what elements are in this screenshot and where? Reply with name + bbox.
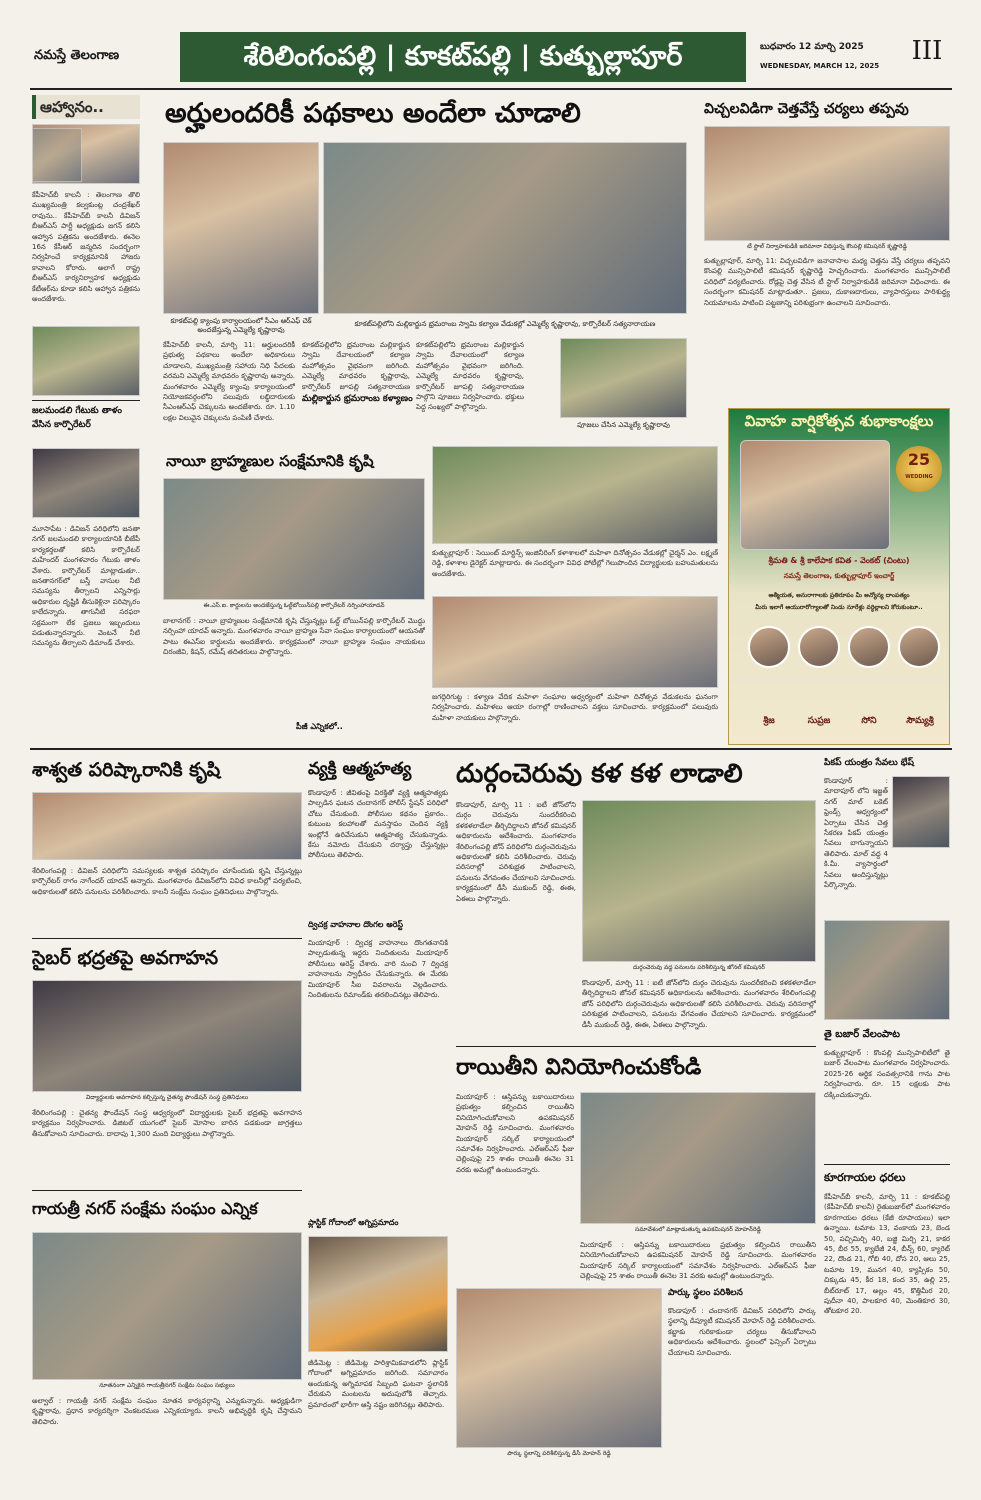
ad-child-name-2: సుప్రజ xyxy=(807,716,831,726)
photo-womens-day-group xyxy=(432,596,718,688)
newspaper-brand: నమస్తే తెలంగాణ xyxy=(34,48,120,63)
photo-park-land xyxy=(456,1288,662,1448)
permanent-solution-body: శేరిలింగంపల్లి : డివిజన్ పరిధిలోని సమస్యలకు శాశ్వత పరిష్కారం చూపేందుకు కృషి చేస్తున్నట్లు కార్పొరేటర్ రాగం నాగేందర్ యాదవ్ అన్నారు. మంగళవారం డివిజన్‌లోని వివిధ కాలనీల్లో పర్యటించి, అధికారులతో కలిసి పనులను పరిశీలించారు. కాలనీ సంక్షేమ సంఘం ప్రతినిధులు పాల్గొన్నారు. xyxy=(32,867,302,896)
naiee-body: బాలానగర్ : నాయీ బ్రాహ్మణుల సంక్షేమానికి కృషి చేస్తున్నట్లు ఓల్డ్ బోయిన్‌పల్లి కార్పొరేటర్ మొద్దు నర్సింహా యాదవ్ అన్నారు. మంగళవారం నాయీ బ్రాహ్మణ సేవా సంఘం కార్యాలయంలో ఆయనతో పాటు ఈఎస్ఐ కార్డులను అందజేశారు. కార్యక్రమంలో నాయీ బ్రాహ్మణ సంఘం నాయకులు చిరంజీవి, కిషన్, రమేష్ తదితరులు పాల్గొన్నారు. xyxy=(163,617,425,657)
divider-veg-prices xyxy=(824,1164,950,1165)
subhead-kalyanam: మల్లికార్జున భ్రమరాంబ కళ్యాణం xyxy=(302,394,413,404)
womens-day-group-caption: జగద్గిరిగుట్ట : కళ్యాణ వేదిక మహిళా సంఘాల ఆధ్వర్యంలో మహిళా దినోత్సవ వేడుకలను ఘనంగా నిర్వహించారు. మహిళలు ఆయా రంగాల్లో రాణించాలని వక్తలు సూచించారు. కార్యక్రమంలో పలువురు మహిళా నాయకులు పాల్గొన్నారు. xyxy=(432,693,718,722)
headline-pickup-machine: పికప్ యంత్రం సేవలు భేష్ xyxy=(824,758,914,768)
photo-concession-meeting xyxy=(580,1092,816,1224)
park-inspection-body: కొండాపూర్ : చందానగర్ డివిజన్ పరిధిలోని పార్కు స్థలాన్ని డిప్యూటీ కమిషనర్ మోహన్ రెడ్డి పరిశీలించారు. కబ్జాకు గురికాకుండా చర్యలు తీసుకోవాలని అధికారులను ఆదేశించారు. స్థలంలో ఫెన్సింగ్ ఏర్పాటు చేయాలని సూచించారు. xyxy=(668,1307,816,1357)
subhead-bike-thieves: ద్విచక్ర వాహనాల దొంగల అరెస్ట్ xyxy=(308,920,403,929)
photo-tea-stall-fine xyxy=(704,126,950,241)
headline-gayatri-nagar: గాయత్రీ నగర్ సంక్షేమ సంఘం ఎన్నిక xyxy=(32,1199,258,1218)
concession-body: మియాపూర్ : ఆస్తిపన్ను బకాయిదారులు ప్రభుత్వం కల్పించిన రాయితీని వినియోగించుకోవాలని ఉపకమిషనర్ మోహన్ రెడ్డి సూచించారు. మంగళవారం మియాపూర్ సర్కిల్ కార్యాలయంలో సమావేశం నిర్వహించారు. ఎల్ఆర్ఎస్ ఫీజు చెల్లింపుపై 25 శాతం రాయితీ ఈనెల 31 వరకు అమల్లో ఉంటుందన్నారు. xyxy=(456,1093,574,1174)
lead-body: కేపీహెచ్‌బీ కాలనీ, మార్చి 11: అర్హులందరికీ ప్రభుత్వ పథకాలు అందేలా అధికారులు చూడాలని, ముఖ్యమంత్రి సహాయ నిధి పేదలకు వరమని ఎమ్మెల్యే మాధవరం కృష్ణారావు అన్నారు. మంగళవారం ఎమ్మెల్యే క్యాంపు కార్యాలయంలో నియోజకవర్గంలోని పలువురు లబ్ధిదారులకు సీఎంఆర్‌ఎఫ్ చెక్కులను అందజేశారు. రూ. 1.10 లక్షల విలువైన చెక్కులను పంపిణీ చేశారు. xyxy=(163,341,295,422)
womens-day-college-caption: కుత్బుల్లాపూర్ : సెయింట్ మార్టిన్స్ ఇంజినీరింగ్ కళాశాలలో మహిళా దినోత్సవం వేడుకల్లో చైర్మన్ ఎం. లక్ష్మణ్ రెడ్డి, కళాశాల డైరెక్టర్ మాట్లాడారు. ఈ సందర్భంగా వివిధ పోటీల్లో గెలుపొందిన విద్యార్థులకు బహుమతులను అందజేశారు. xyxy=(432,549,718,578)
ad-wish-1: ఆత్మీయత, అనురాగాలకు ప్రతిరూపం మీ అన్యోన్య దాంపత్యం xyxy=(768,592,910,599)
photo-esi-cards xyxy=(163,478,425,600)
caption-tea-stall-fine: టీ స్టాల్ నిర్వాహకుడికి జరిమానా విధిస్తున్న కౌంపల్లి కమిషనర్ కృష్ణారెడ్డి xyxy=(747,243,907,250)
headline-durgam-cheruvu: దుర్గంచెరువు కళ కళ లాడాలి xyxy=(456,759,743,789)
photo-fire-accident xyxy=(308,1236,448,1352)
headline-cyber-awareness: సైబర్ భద్రతపై అవగాహన xyxy=(32,947,219,969)
photo-invitation-2 xyxy=(32,128,82,182)
subhead-park-inspection: పార్కు స్థలం పరిశీలన xyxy=(668,1288,743,1298)
headline-concession: రాయితీని వినియోగించుకోండి xyxy=(456,1055,702,1080)
concession-body-cont: మియాపూర్ : ఆస్తిపన్ను బకాయిదారులు ప్రభుత్వం కల్పించిన రాయితీని వినియోగించుకోవాలని ఉపకమిషనర్ మోహన్ రెడ్డి సూచించారు. మంగళవారం మియాపూర్ సర్కిల్ కార్యాలయంలో సమావేశం నిర్వహించారు. ఎల్ఆర్ఎస్ ఫీజు చెల్లింపుపై 25 శాతం రాయితీ ఈనెల 31 వరకు అమల్లో ఉంటుందన్నారు. xyxy=(580,1241,816,1281)
caption-esi-cards: ఈ.ఎస్.ఐ. కార్డులను అందజేస్తున్న ఓల్డ్‌బోయిన్‌పల్లి కార్పొరేటర్ నర్సింహాయాదవ్ xyxy=(203,602,385,609)
ad-child-name-4: సౌమ్యశ్రీ xyxy=(906,716,934,726)
lead-body-cont-2: కూకట్‌పల్లిలోని భ్రమరాంబ మల్లికార్జున స్వామి దేవాలయంలో కల్యాణ మహోత్సవం వైభవంగా జరిగింది. ఎమ్మెల్యే మాధవరం కృష్ణారావు, కార్పొరేటర్ జూపల్లి సత్యనారాయణ పాల్గొని పూజలు నిర్వహించారు. భక్తులు పెద్ద సంఖ్యలో పాల్గొన్నారు. xyxy=(416,341,524,412)
photo-womens-day-college xyxy=(432,446,718,544)
photo-pickup-machine xyxy=(892,776,950,848)
caption-kalyanam: కూకట్‌పల్లిలోని మల్లికార్జున భ్రమరాంబ స్వామి కల్యాణ వేడుకల్లో ఎమ్మెల్యే కృష్ణారావు, కార్పొరేటర్ సత్యనారాయణ xyxy=(354,320,656,328)
photo-gayatri-committee xyxy=(32,1232,302,1380)
pickup-machine-body: కొండాపూర్ : మాదాపూర్ లోని ఇజ్జత్ నగర్ మాల్ బకెట్ ఫ్రెండ్స్ ఆధ్వర్యంలో ఏర్పాటు చేసిన చెత్త సేకరణ పికప్ యంత్రం సేవలు బాగున్నాయని తెలిపారు. మాల్‌ వద్ద 4 కి.మీ. వ్యాసార్థంలో సేవలు అందిస్తున్నట్లు పేర్కొన్నారు. xyxy=(824,777,888,890)
bike-thieves-body: మియాపూర్ : ద్విచక్ర వాహనాలు దొంగతనానికి పాల్పడుతున్న ఇద్దరు నిందితులను మియాపూర్ పోలీసులు అరెస్ట్ చేశారు. వారి నుంచి 7 ద్విచక్ర వాహనాలను స్వాధీనం చేసుకున్నారు. ఈ మేరకు మియాపూర్ సీఐ వివరాలను వెల్లడించారు. నిందితులను రిమాండ్‌కు తరలించినట్లు తెలిపారు. xyxy=(308,939,448,1000)
headline-garbage-action: విచ్చలవిడిగా చెత్తవేస్తే చర్యలు తప్పవు xyxy=(704,101,909,117)
caption-concession-meeting: సమావేశంలో మాట్లాడుతున్న ఉపకమిషనర్ మోహన్‌రెడ్డి xyxy=(635,1226,761,1233)
lead-body-cont: కూకట్‌పల్లిలోని భ్రమరాంబ మల్లికార్జున స్వామి దేవాలయంలో కల్యాణ మహోత్సవం వైభవంగా జరిగింది. ఎమ్మెల్యే మాధవరం కృష్ణారావు, కార్పొరేటర్ జూపల్లి సత్యనారాయణ xyxy=(302,341,410,391)
photo-cmrf-cheque xyxy=(163,142,319,314)
ad-wish-2: మీరు ఇలాగే ఆయురారోగ్యాలతో నిండు నూరేళ్లు వర్ధిల్లాలని కోరుకుంటూ.. xyxy=(755,604,923,611)
cyber-awareness-body: శేరిలింగంపల్లి : చైతన్య ఫౌండేషన్ సంస్థ ఆధ్వర్యంలో విద్యార్థులకు సైబర్ భద్రతపై అవగాహన కార్యక్రమం నిర్వహించారు. డిజిటల్ యుగంలో సైబర్ మోసాల బారిన పడకుండా జాగ్రత్తలు తీసుకోవాలని సూచించారు. దాదాపు 1,300 మంది విద్యార్థులు పాల్గొన్నారు. xyxy=(32,1109,302,1138)
masthead-rule xyxy=(30,88,952,90)
headline-permanent-solution: శాశ్వత పరిష్కారానికి కృషి xyxy=(32,759,221,781)
caption-gayatri-committee: నూతనంగా ఎన్నికైన గాయత్రీనగర్ సంక్షేమ సంఘం సభ్యులు xyxy=(99,1382,235,1389)
lead-headline: అర్హులందరికీ పథకాలు అందేలా చూడాలి xyxy=(165,98,581,129)
photo-mla-pooja xyxy=(560,338,687,418)
edition-banner: శేరిలింగంపల్లి | కూకట్‌పల్లి | కుత్బుల్లాపూర్ xyxy=(180,32,746,82)
durgam-body-cont: కొండాపూర్, మార్చి 11 : ఐటీ జోన్‌లోని దుర్గం చెరువును సుందరీకరించి కళకళలాడేలా తీర్చిదిద్దాలని జోనల్ కమిషనర్ అధికారులను ఆదేశించారు. మంగళవారం శేరిలింగంపల్లి జోన్ పరిధిలోని దుర్గంచెరువును అధికారులతో కలిసి పరిశీలించారు. చెరువు పరిసరాల్లో పరిశుభ్రత పాటించాలని, పనులను వేగవంతం చేయాలని సూచించారు. కార్యక్రమంలో డీసీ ముకుంద్ రెడ్డి, ఈఈ, ఏఈలు పాల్గొన్నారు. xyxy=(582,979,816,1029)
subhead-fire-accident: ప్లాస్టిక్ గోదాంలో అగ్నిప్రమాదం xyxy=(308,1218,399,1227)
ad-anniversary-badge xyxy=(896,446,942,492)
ad-child-photo-1 xyxy=(748,626,790,668)
ad-title: వివాహ వార్షికోత్సవ శుభాకాంక్షలు xyxy=(744,412,934,430)
left-divider-1 xyxy=(32,400,140,401)
fire-accident-body: జీడిమెట్ల : జీడిమెట్ల పారిశ్రామికవాడలోని ప్లాస్టిక్ గోదాంలో అగ్నిప్రమాదం జరిగింది. సమాచారం అందుకున్న అగ్నిమాపక సిబ్బంది ఘటనా స్థలానికి చేరుకుని మంటలను అదుపులోకి తెచ్చారు. ప్రమాదంలో భారీగా ఆస్తి నష్టం జరిగినట్లు తెలిపారు. xyxy=(308,1359,448,1409)
subhead-pg-election: పీజీ ఎన్నికలో.. xyxy=(296,722,343,731)
divider-gayatri xyxy=(32,1190,302,1191)
date-english: WEDNESDAY, MARCH 12, 2025 xyxy=(760,62,880,70)
durgam-body: కొండాపూర్, మార్చి 11 : ఐటీ జోన్‌లోని దుర్గం చెరువును సుందరీకరించి కళకళలాడేలా తీర్చిదిద్దాలని జోనల్ కమిషనర్ అధికారులను ఆదేశించారు. మంగళవారం శేరిలింగంపల్లి జోన్ పరిధిలోని దుర్గంచెరువును అధికారులతో కలిసి పరిశీలించారు. చెరువు పరిసరాల్లో పరిశుభ్రత పాటించాలని, పనులను వేగవంతం చేయాలని సూచించారు. కార్యక్రమంలో డీసీ ముకుంద్ రెడ్డి, ఈఈ, ఏఈలు పాల్గొన్నారు. xyxy=(456,801,576,903)
caption-durgam-inspection: దుర్గంచెరువు వద్ద పనులను పరిశీలిస్తున్న జోనల్ కమిషనర్ xyxy=(633,964,765,971)
fold-rule xyxy=(30,748,952,750)
headline-water-board-lock: జలమండలి గేటుకు తాళం వేసిన కార్పొరేటర్ xyxy=(32,406,122,430)
suicide-body: కొండాపూర్ : జీవితంపై విరక్తితో వ్యక్తి ఆత్మహత్యకు పాల్పడిన ఘటన చందానగర్ పోలీస్ స్టేషన్ పరిధిలో చోటు చేసుకుంది. పోలీసుల కథనం ప్రకారం.. కుటుంబ కలహాలతో మనస్తాపం చెందిన వ్యక్తి ఇంట్లోనే ఉరివేసుకుని ఆత్మహత్య చేసుకున్నాడు. కేసు నమోదు చేసుకుని దర్యాప్తు చేస్తున్నట్లు పోలీసులు తెలిపారు. xyxy=(308,789,448,860)
headline-suicide: వ్యక్తి ఆత్మహత్య xyxy=(308,759,412,779)
vegetable-prices-body: కేపీహెచ్‌బీ కాలనీ, మార్చి 11 : కూకట్‌పల్లి (కేపీహెచ్‌బీ కాలనీ) రైతుబజార్‌లో మంగళవారం కూరగాయల ధరలు (కేజీ రూపాయలు) ఇలా ఉన్నాయి. టమాట 13, వంకాయ 23, బెండ 50, పచ్చిమిర్చి 40, బజ్జి మిర్చి 21, కాకర 45, బీర 55, క్యాబేజీ 24, బీన్స్ 60, క్యారెట్ 22, దొండ 21, గోబి 40, దోస 20, ఆలు 25, టమాట 19, మునగ 40, క్యాప్సికం 50, చిక్కుడు 45, కీర 18, కంద 35, ఉల్లి 25, బీట్‌రూట్ 17, అల్లం 45, కొత్తిమీర 20, పుదీనా 40, పాలకూర 40, మెంతికూర 30, తోటకూర 20. xyxy=(824,1193,950,1316)
garbage-action-body: కుత్బుల్లాపూర్, మార్చి 11: విచ్చలవిడిగా జనావాసాల మధ్య చెత్తను వేస్తే చర్యలు తప్పవని కొంపల్లి మున్సిపాలిటీ కమిషనర్ కృష్ణారెడ్డి హెచ్చరించారు. మంగళవారం మున్సిపాలిటీ పరిధిలో పర్యటించారు. రోడ్లపై చెత్త వేసిన టీ స్టాల్ నిర్వాహకుడికి జరిమానా విధించారు. ఈ సందర్భంగా కమిషనర్ మాట్లాడుతూ.. ప్రజలు, దుకాణదారులు, వ్యాపారస్తులు పారిశుద్ధ్య నియమాలను పాటించి పట్టణాన్ని పరిశుభ్రంగా ఉంచాలని సూచించారు. xyxy=(704,257,950,307)
date-telugu: బుధవారం 12 మార్చి 2025 xyxy=(760,42,864,52)
badge-label: WEDDING xyxy=(905,474,933,480)
caption-cyber-students: విద్యార్థులకు అవగాహన కల్పిస్తున్న చైతన్య ఫౌండేషన్ సంస్థ ప్రతినిధులు xyxy=(85,1094,249,1101)
ad-child-photo-4 xyxy=(898,626,940,668)
page-number: III xyxy=(911,36,943,66)
ad-child-name-1: శ్రీజ xyxy=(763,716,775,726)
ad-couple-photo xyxy=(740,440,890,550)
caption-park-land: పార్కు స్థలాన్ని పరిశీలిస్తున్న డీసీ మోహన్ రెడ్డి xyxy=(507,1450,611,1457)
invitation-body: కేపీహెచ్‌బీ కాలనీ : తెలంగాణ తొలి ముఖ్యమంత్రి కల్వకుంట్ల చంద్రశేఖర్ రావును.. కేపీహెచ్‌బీ కాలనీ డివిజన్ బీఆర్ఎస్ పార్టీ అధ్యక్షుడు జగన్ కలిసి ఆహ్వాన పత్రికను అందజేశారు. ఈనెల 16న కేసీఆర్ జన్మదిన సందర్భంగా నిర్వహించే కార్యక్రమానికి హాజరు కావాలని కోరారు. అలాగే రాష్ట్ర బీఆర్ఎస్ కార్యనిర్వాహక అధ్యక్షుడు కేటీఆర్‌ను కూడా కలిసి ఆహ్వాన పత్రికను అందజేశారు. xyxy=(32,191,140,304)
ad-couple-names: శ్రీమతి & శ్రీ కాలేపాక కవిత - వెంకట్ (చింటు) xyxy=(768,556,910,565)
photo-invitation-3 xyxy=(32,326,140,396)
caption-cmrf-cheque: కూకట్‌పల్లి క్యాంపు కార్యాలయంలో సీఎం ఆర్‌ఎఫ్ చెక్ అందజేస్తున్న ఎమ్మెల్యే కృష్ణారావు xyxy=(170,317,312,334)
photo-durgam-inspection xyxy=(582,800,816,962)
photo-kalyanam-group xyxy=(323,142,687,314)
photo-cyber-students xyxy=(32,980,302,1092)
ad-child-name-3: సోని xyxy=(861,716,877,726)
divider-cyber xyxy=(32,938,302,939)
thai-bazaar-body: కుత్బుల్లాపూర్ : కొంపల్లి మున్సిపాలిటీలో తై బజార్ వేలంపాట మంగళవారం నిర్వహించారు. 2025-26 ఆర్థిక సంవత్సరానికి గాను పాట నిర్వహించారు. రూ. 15 లక్షలకు పాట దక్కించుకున్నారు. xyxy=(824,1049,950,1099)
water-board-body: మూసాపేట : డివిజన్ పరిధిలోని జనతా నగర్ జలమండలి కార్యాలయానికి బీజేపీ కార్యకర్తలతో కలిసి కార్పొరేటర్ మహేందర్ మంగళవారం గేటుకు తాళం వేశారు. కార్పొరేటర్ మాట్లాడుతూ.. జనతానగర్‌లో బస్తీ వాసుల నీటి సమస్యను తీర్చాలని ఎన్నిసార్లు అధికారుల దృష్టికి తీసుకెళ్లినా పరిష్కారం కాలేదన్నారు. తాగునీటి సరఫరా సక్రమంగా లేక ప్రజలు ఇబ్బందులు పడుతున్నారన్నారు. వెంటనే నీటి సమస్యను తీర్చాలని డిమాండ్ చేశారు. xyxy=(32,525,140,648)
headline-naiee-welfare: నాయీ బ్రాహ్మణుల సంక్షేమానికి కృషి xyxy=(166,452,374,470)
ad-child-photo-3 xyxy=(848,626,890,668)
headline-thai-bazaar: తై బజార్ వేలంపాట xyxy=(824,1029,900,1040)
headline-vegetable-prices: కూరగాయల ధరలు xyxy=(824,1171,906,1184)
divider-rayithi xyxy=(456,1046,816,1047)
ad-place: నమస్తే తెలంగాణ, కుత్బుల్లాపూర్ ఇంచార్జ్ xyxy=(783,572,895,580)
gayatri-nagar-body: అల్వాల్ : గాయత్రీ నగర్ సంక్షేమ సంఘం నూతన కార్యవర్గాన్ని ఎన్నుకున్నారు. అధ్యక్షుడిగా కృష్ణారావు, ప్రధాన కార్యదర్శిగా వెంకటరమణ ఎన్నికయ్యారు. కాలనీ అభివృద్ధికి కృషి చేస్తామని తెలిపారు. xyxy=(32,1397,302,1426)
photo-thai-bazaar xyxy=(824,920,950,1020)
photo-colony-visit xyxy=(32,792,302,860)
ad-child-photo-2 xyxy=(798,626,840,668)
badge-number: 25 xyxy=(907,450,931,469)
section-tag-invitation: ఆహ్వానం.. xyxy=(32,95,140,119)
photo-water-board-gate xyxy=(32,448,140,518)
caption-mla-pooja: పూజలు చేసిన ఎమ్మెల్యే కృష్ణారావు xyxy=(577,421,670,429)
